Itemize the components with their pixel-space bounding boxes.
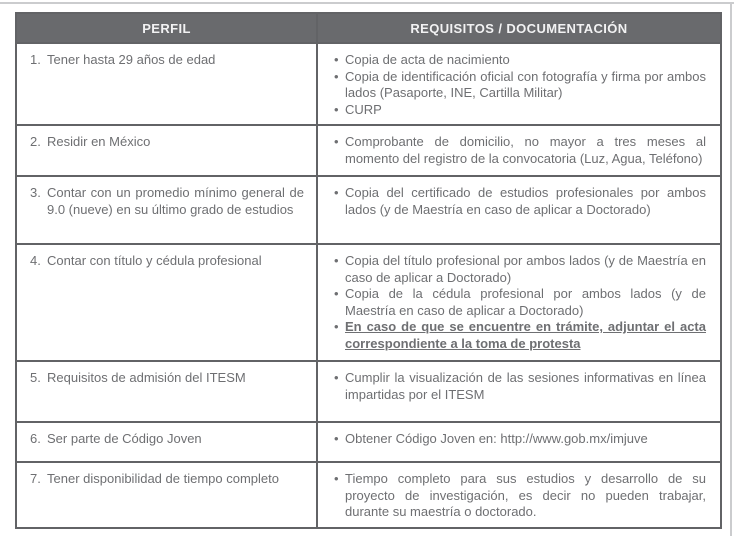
perfil-item	[30, 52, 304, 69]
bullet-icon: •	[334, 471, 339, 486]
requirement-text: Copia del certificado de estudios profesionales por ambos lados (y de Maestría en caso de aplicar a Doctorado)	[345, 185, 706, 217]
perfil-cell	[16, 176, 317, 244]
requirement-item	[334, 69, 706, 102]
perfil-text: Tener hasta 29 años de edad	[47, 52, 216, 67]
perfil-cell	[16, 244, 317, 361]
bullet-icon: •	[334, 253, 339, 268]
item-number: 2.	[30, 134, 41, 149]
perfil-cell	[16, 422, 317, 462]
requirement-item	[334, 52, 706, 69]
requirement-text: En caso de que se encuentre en trámite, adjuntar el acta correspondiente a la toma de protesta	[345, 319, 706, 351]
requirement-item	[334, 431, 706, 448]
item-number: 3.	[30, 185, 41, 200]
requirement-text: Copia de la cédula profesional por ambos lados (y de Maestría en caso de aplicar a Doctorado)	[345, 286, 706, 318]
requisitos-cell	[317, 43, 721, 125]
item-number: 4.	[30, 253, 41, 268]
bullet-icon: •	[334, 185, 339, 200]
requirement-text: Obtener Código Joven en: http://www.gob.mx/imjuve	[345, 431, 648, 446]
page-edge-top-line	[0, 2, 734, 4]
requirement-text: Tiempo completo para sus estudios y desarrollo de su proyecto de investigación, es decir no pueden trabajar, durante su maestría o doctorado.	[345, 471, 706, 519]
requirement-text: Copia del título profesional por ambos lados (y de Maestría en caso de aplicar a Doctorado)	[345, 253, 706, 285]
requirement-item	[334, 471, 706, 521]
page-edge-right-line	[730, 2, 732, 536]
requirement-item	[334, 253, 706, 286]
requirements-table	[15, 12, 722, 529]
perfil-text: Contar con título y cédula profesional	[47, 253, 262, 268]
requirement-text: Copia de identificación oficial con fotografía y firma por ambos lados (Pasaporte, INE, Cartilla Militar)	[345, 68, 706, 100]
requirement-item	[334, 185, 706, 218]
requirement-item	[334, 286, 706, 319]
requisitos-cell	[317, 125, 721, 176]
requirement-text: Comprobante de domicilio, no mayor a tres meses al momento del registro de la convocatoria (Luz, Agua, Teléfono)	[345, 134, 706, 166]
perfil-text: Residir en México	[47, 134, 151, 149]
table-header-row	[16, 13, 721, 43]
perfil-item	[30, 370, 304, 387]
table-row	[16, 125, 721, 176]
requirement-item	[334, 370, 706, 403]
table-row	[16, 361, 721, 422]
perfil-text: Requisitos de admisión del ITESM	[47, 370, 246, 385]
requirement-text: Copia de acta de nacimiento	[345, 52, 510, 67]
perfil-text: Tener disponibilidad de tiempo completo	[47, 471, 279, 486]
requisitos-cell	[317, 422, 721, 462]
column-header-perfil: PERFIL	[16, 13, 317, 43]
perfil-item	[30, 134, 304, 151]
perfil-cell	[16, 43, 317, 125]
bullet-icon: •	[334, 431, 339, 446]
perfil-text: Contar con un promedio mínimo general de 9.0 (nueve) en su último grado de estudios	[47, 185, 304, 217]
requirement-item	[334, 102, 706, 119]
bullet-icon: •	[334, 68, 339, 84]
bullet-icon: •	[334, 370, 339, 385]
requirement-item-emphasized	[334, 319, 706, 352]
bullet-icon: •	[334, 286, 339, 301]
requisitos-cell	[317, 361, 721, 422]
perfil-text: Ser parte de Código Joven	[47, 431, 202, 446]
requirement-text: Cumplir la visualización de las sesiones informativas en línea impartidas por el ITESM	[345, 370, 706, 402]
perfil-item	[30, 253, 304, 270]
perfil-cell	[16, 462, 317, 528]
table-row	[16, 462, 721, 528]
item-number: 7.	[30, 471, 41, 486]
perfil-item	[30, 471, 304, 488]
item-number: 6.	[30, 431, 41, 446]
table-row	[16, 244, 721, 361]
requisitos-cell	[317, 176, 721, 244]
perfil-item	[30, 185, 304, 218]
item-number: 1.	[30, 52, 41, 67]
requisitos-cell	[317, 244, 721, 361]
requirement-item	[334, 134, 706, 167]
bullet-icon: •	[334, 101, 339, 117]
table-row	[16, 43, 721, 125]
perfil-item	[30, 431, 304, 448]
requirement-text: CURP	[345, 101, 382, 117]
perfil-cell	[16, 125, 317, 176]
bullet-icon: •	[334, 134, 339, 149]
table-row	[16, 176, 721, 244]
bullet-icon: •	[334, 319, 339, 334]
requisitos-cell	[317, 462, 721, 528]
perfil-cell	[16, 361, 317, 422]
column-header-requisitos: REQUISITOS / DOCUMENTACIÓN	[317, 13, 721, 43]
table-row	[16, 422, 721, 462]
bullet-icon: •	[334, 52, 339, 67]
item-number: 5.	[30, 370, 41, 385]
